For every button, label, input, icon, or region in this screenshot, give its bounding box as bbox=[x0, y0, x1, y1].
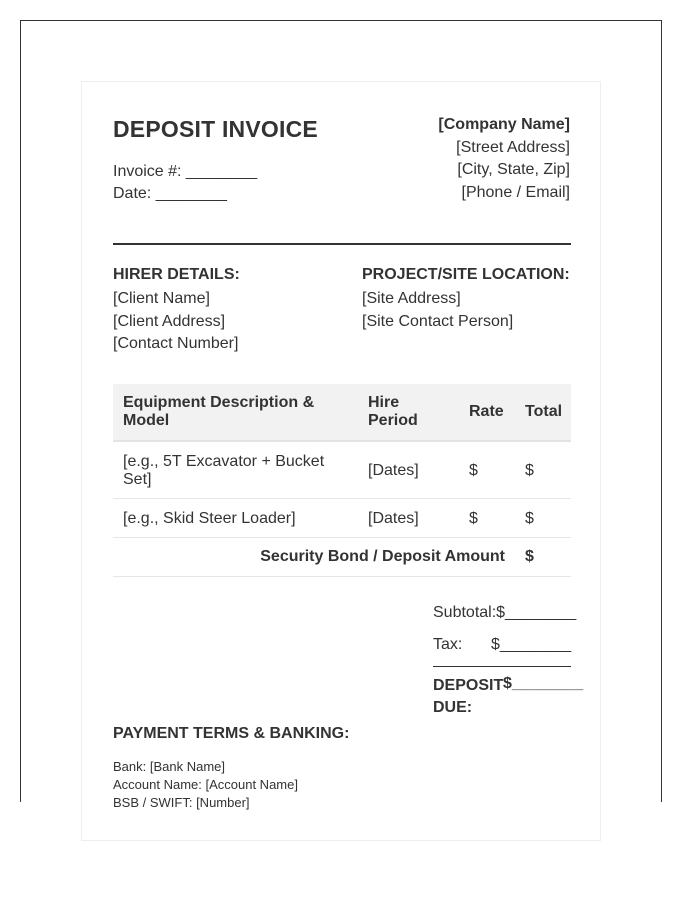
hirer-heading: HIRER DETAILS: bbox=[113, 266, 240, 283]
client-name: [Client Name] bbox=[113, 290, 210, 307]
invoice-sheet bbox=[81, 81, 601, 841]
account-name: Account Name: [Account Name] bbox=[113, 777, 298, 792]
table-header bbox=[113, 384, 571, 442]
row-period: [Dates] bbox=[368, 462, 419, 479]
row-rate: $ bbox=[469, 462, 478, 479]
row-total: $ bbox=[525, 462, 534, 479]
header-divider bbox=[113, 243, 571, 245]
site-heading: PROJECT/SITE LOCATION: bbox=[362, 266, 570, 283]
company-name: [Company Name] bbox=[438, 116, 570, 133]
subtotal-line: Subtotal:$________ bbox=[433, 604, 577, 621]
header-rate: Rate bbox=[469, 403, 504, 420]
hirer-details bbox=[113, 266, 240, 356]
tax-label: Tax: bbox=[433, 636, 463, 653]
row-period: [Dates] bbox=[368, 510, 419, 527]
bank-name: Bank: [Bank Name] bbox=[113, 759, 225, 774]
invoice-number: Invoice #: ________ bbox=[113, 163, 258, 180]
header-hire-period: Hire Period bbox=[368, 394, 418, 429]
company-contact: [Phone / Email] bbox=[461, 183, 570, 201]
table-row bbox=[113, 499, 571, 538]
deposit-due-value: $________ bbox=[503, 675, 584, 692]
row-description: [e.g., Skid Steer Loader] bbox=[123, 510, 296, 527]
bond-value: $ bbox=[525, 548, 534, 565]
header-description: Equipment Description & Model bbox=[123, 394, 315, 429]
header-total: Total bbox=[525, 403, 563, 420]
row-description: [e.g., 5T Excavator + Bucket Set] bbox=[123, 453, 325, 488]
banking-details bbox=[113, 758, 298, 812]
client-contact: [Contact Number] bbox=[113, 335, 239, 352]
site-address: [Site Address] bbox=[362, 290, 461, 307]
site-location bbox=[362, 266, 570, 333]
row-total: $ bbox=[525, 510, 534, 527]
payment-heading: PAYMENT TERMS & BANKING: bbox=[113, 725, 350, 742]
invoice-date: Date: ________ bbox=[113, 185, 227, 202]
bond-row bbox=[113, 538, 571, 577]
equipment-table bbox=[113, 384, 571, 577]
table-row bbox=[113, 442, 571, 499]
page-frame bbox=[20, 20, 662, 810]
bsb-swift: BSB / SWIFT: [Number] bbox=[113, 795, 250, 810]
bond-label: Security Bond / Deposit Amount bbox=[260, 548, 505, 565]
row-rate: $ bbox=[469, 510, 478, 527]
site-contact: [Site Contact Person] bbox=[362, 312, 514, 330]
company-street: [Street Address] bbox=[456, 138, 570, 156]
tax-value: $________ bbox=[491, 636, 572, 653]
deposit-due-label: DEPOSIT DUE: bbox=[433, 677, 504, 716]
totals-divider bbox=[433, 666, 571, 667]
invoice-title: DEPOSIT INVOICE bbox=[113, 116, 318, 142]
client-address: [Client Address] bbox=[113, 312, 226, 330]
company-city: [City, State, Zip] bbox=[457, 161, 570, 178]
company-block bbox=[438, 114, 570, 204]
